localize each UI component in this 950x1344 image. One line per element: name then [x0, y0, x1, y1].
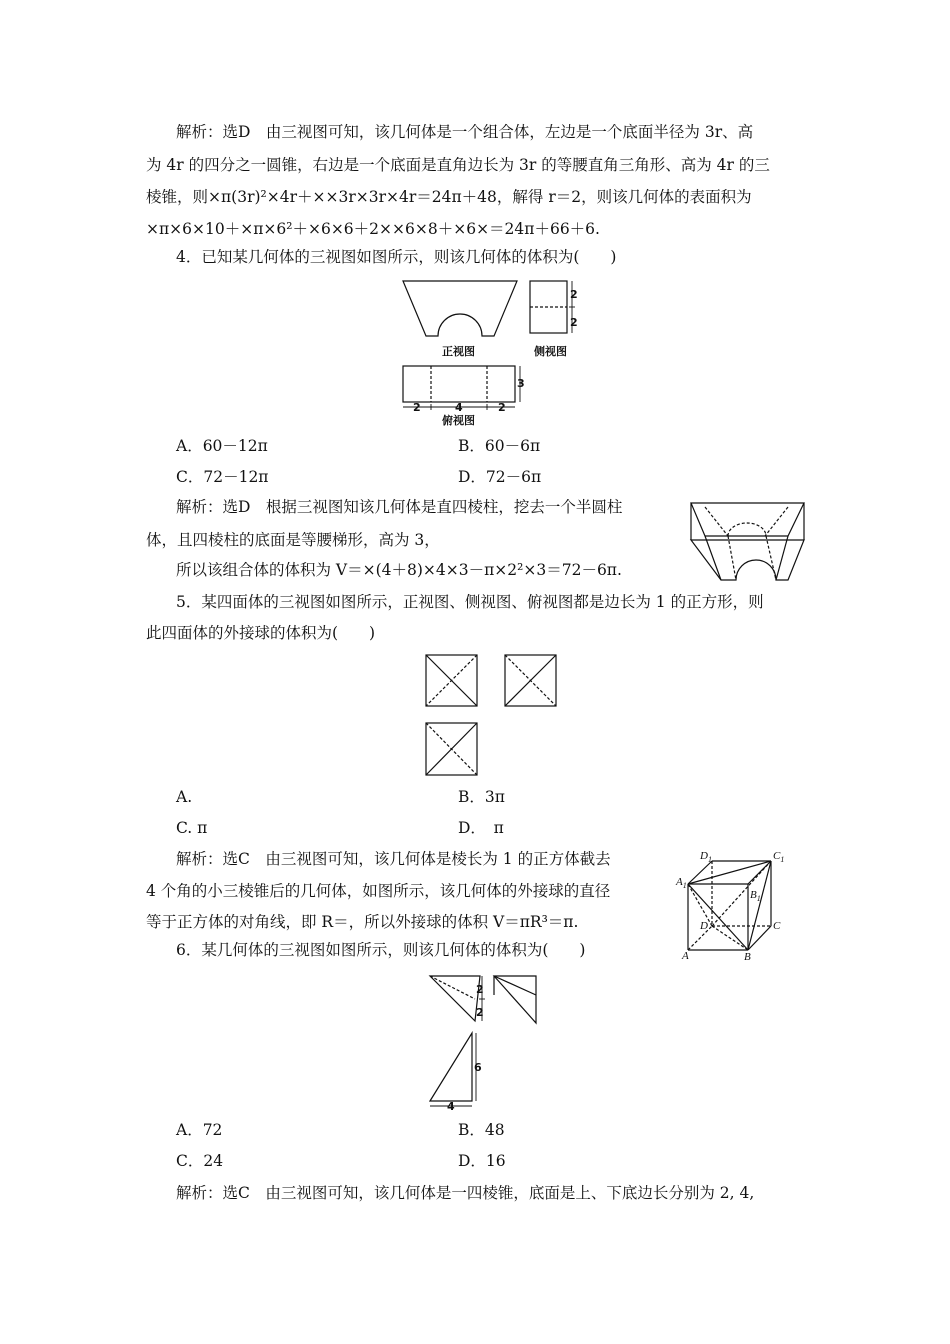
- q6-option-b: B．48: [458, 1121, 505, 1139]
- cube-label-c: C: [773, 920, 781, 932]
- q5-stem: 5．某四面体的三视图如图所示，正视图、侧视图、俯视图都是边长为 1 的正方形，则: [176, 593, 764, 611]
- q6-dim-a: 2: [476, 983, 484, 996]
- q5-front-view: [426, 655, 477, 706]
- q6-stem: 6．某几何体的三视图如图所示，则该几何体的体积为( ): [176, 941, 586, 959]
- q4-option-d: D．72－6π: [458, 468, 542, 486]
- q4-stem: 4．已知某几何体的三视图如图所示，则该几何体的体积为( ): [176, 248, 617, 266]
- q4-side-dim-bottom: 2: [570, 316, 578, 329]
- q4-top-dim-left: 2: [413, 401, 421, 414]
- q4-option-a: A．60－12π: [176, 437, 268, 455]
- q4-side-view: [530, 281, 575, 333]
- q4-top-caption: 俯视图: [442, 414, 475, 427]
- q5-option-a: A.: [176, 788, 193, 806]
- q6-solution-line: 解析：选C 由三视图可知，该几何体是一四棱锥，底面是上、下底边长分别为 2, 4,: [176, 1184, 755, 1202]
- q6-option-d: D．16: [458, 1152, 506, 1170]
- q4-top-dim-height: 3: [517, 377, 525, 390]
- q4-top-dim-right: 2: [498, 401, 506, 414]
- q5-stem: 此四面体的外接球的体积为( ): [146, 624, 376, 642]
- q5-three-view-figure: [420, 652, 560, 782]
- q4-top-dim-middle: 4: [455, 401, 463, 414]
- q6-dim-height: 6: [474, 1061, 482, 1074]
- cube-label-d: D: [700, 920, 708, 932]
- q6-top-view: [430, 1033, 476, 1106]
- cube-label-a1: $A_1$: [676, 876, 687, 890]
- q3-solution-line: 解析：选D 由三视图可知，该几何体是一个组合体，左边是一个底面半径为 3r、高: [176, 123, 754, 141]
- q3-solution-line: 为 4r 的四分之一圆锥，右边是一个底面是直角边长为 3r 的等腰直角三角形、高为 4r 的三: [146, 156, 770, 174]
- q5-cube-diagram: [674, 848, 794, 963]
- q5-solution-line: 等于正方体的对角线，即 R＝，所以外接球的体积 V＝πR³＝π.: [146, 913, 579, 931]
- cube-label-a: A: [682, 950, 689, 962]
- q4-option-c: C．72－12π: [176, 468, 269, 486]
- q6-three-view-figure: [420, 973, 540, 1113]
- q3-solution-line: 棱锥，则×π(3r)²×4r＋××3r×3r×4r＝24π＋48，解得 r＝2，则该几何体的表面积为: [146, 188, 752, 206]
- q6-dim-b: 2: [476, 1006, 484, 1019]
- q5-option-d: D． π: [458, 819, 504, 837]
- q4-side-dim-top: 2: [570, 288, 578, 301]
- q5-top-view: [426, 723, 477, 775]
- q4-solid-diagram: [688, 500, 808, 590]
- q3-solution-line: ×π×6×10＋×π×6²＋×6×6＋2××6×8＋×6×＝24π＋66＋6.: [146, 220, 600, 238]
- cube-label-b1: $B_1$: [750, 889, 761, 903]
- q5-side-view: [505, 655, 556, 706]
- q4-solution-line: 解析：选D 根据三视图知该几何体是直四棱柱，挖去一个半圆柱: [176, 498, 623, 516]
- q5-option-c: C. π: [176, 819, 208, 837]
- q5-option-b: B．3π: [458, 788, 505, 806]
- q6-side-view: [494, 976, 536, 1023]
- q4-side-caption: 侧视图: [534, 345, 567, 358]
- q4-front-caption: 正视图: [442, 345, 475, 358]
- q5-solution-line: 4 个角的小三棱锥后的几何体，如图所示，该几何体的外接球的直径: [146, 882, 611, 900]
- q4-three-view-figure: [400, 278, 600, 428]
- cube-label-b: B: [744, 951, 751, 963]
- q4-option-b: B．60－6π: [458, 437, 541, 455]
- q6-option-a: A．72: [176, 1121, 223, 1139]
- q4-front-view: [403, 281, 517, 336]
- q4-solution-line: 所以该组合体的体积为 V＝×(4＋8)×4×3－π×2²×3＝72－6π.: [176, 561, 622, 579]
- q6-dim-base: 4: [447, 1100, 455, 1113]
- cube-label-c1: $C_1$: [773, 850, 785, 864]
- q4-solution-line: 体，且四棱柱的底面是等腰梯形，高为 3，: [146, 531, 440, 549]
- cube-label-d1: $D_1$: [700, 850, 712, 864]
- q6-option-c: C．24: [176, 1152, 224, 1170]
- q5-solution-line: 解析：选C 由三视图可知，该几何体是棱长为 1 的正方体截去: [176, 850, 611, 868]
